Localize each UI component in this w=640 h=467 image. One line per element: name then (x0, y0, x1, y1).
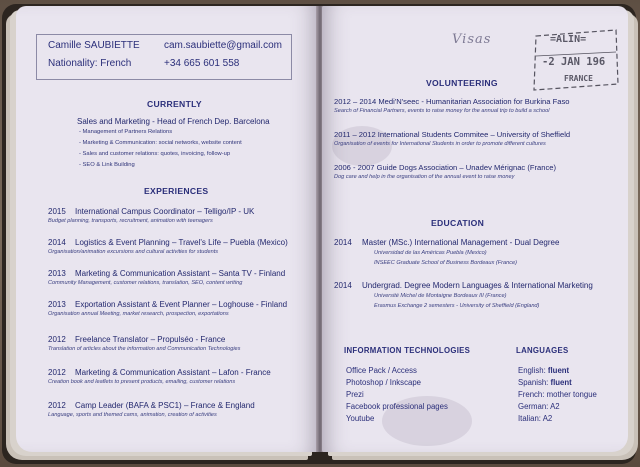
education-degree: Master (MSc.) International Management - Dual Degree (362, 238, 560, 247)
experience-desc: Language, sports and themed cams, animation, creation of activities (48, 412, 217, 418)
current-bullet: - Management of Partners Relations (79, 129, 173, 135)
experience-year: 2012 (48, 335, 66, 344)
left-page (16, 6, 318, 452)
experience-desc: Budget planning, transports, recruitment, animation with teenagers (48, 218, 213, 224)
experience-year: 2013 (48, 300, 66, 309)
it-skill: Office Pack / Access (346, 366, 417, 375)
experience-year: 2014 (48, 238, 66, 247)
experience-desc: Translation of articles about the information and Communication Technologies (48, 346, 241, 352)
language-item: Spanish: fluent (518, 378, 572, 387)
education-year: 2014 (334, 281, 352, 290)
experience-year: 2015 (48, 207, 66, 216)
current-bullet: - Sales and customer relations: quotes, invoicing, follow-up (79, 151, 231, 157)
education-heading: EDUCATION (431, 218, 485, 228)
current-bullet: - Marketing & Communication: social networks, website content (79, 140, 242, 146)
currently-heading: CURRENTLY (147, 99, 202, 109)
experience-role: Logistics & Event Planning – Travel's Life – Puebla (Mexico) (75, 238, 288, 247)
volunteering-desc: Dog care and help in the organisation of the annual event to raise money (334, 174, 515, 180)
experience-desc: Organisation/animation excursions and cultural activities for students (48, 249, 219, 255)
right-page (322, 6, 628, 452)
stamp-country: FRANCE (564, 74, 593, 83)
education-year: 2014 (334, 238, 352, 247)
candidate-name: Camille SAUBIETTE (48, 40, 140, 51)
it-skill: Facebook professional pages (346, 402, 448, 411)
education-school: Universidad de las Américas Puebla (Mexico) (374, 250, 487, 256)
it-skill: Photoshop / Inkscape (346, 378, 421, 387)
email: cam.saubiette@gmail.com (164, 40, 282, 51)
stamp-top-text: =ALIN= (550, 34, 587, 45)
education-school: INSEEC Graduate School of Business Bordeaux (France) (374, 260, 518, 266)
experience-role: Exportation Assistant & Event Planner – Loghouse - Finland (75, 300, 288, 309)
nationality: Nationality: French (48, 58, 132, 69)
visas-title: Visas (452, 32, 492, 47)
experience-role: Camp Leader (BAFA & PSC1) – France & England (75, 401, 255, 410)
education-school: Erasmus Exchange 2 semesters - University of Sheffield (England) (374, 303, 540, 309)
phone: +34 665 601 558 (164, 58, 240, 69)
experience-year: 2012 (48, 368, 66, 377)
language-item: German: A2 (518, 402, 560, 411)
volunteering-title: 2011 – 2012 International Students Commitee – University of Sheffield (334, 130, 571, 139)
current-position: Sales and Marketing - Head of French Dep. Barcelona (77, 117, 270, 126)
experience-desc: Organisation annual Meeting, market research, prospection, exportations (48, 311, 229, 317)
experience-role: Marketing & Communication Assistant – Lafon - France (75, 368, 271, 377)
language-item: French: mother tongue (518, 390, 597, 399)
it-skill: Youtube (346, 414, 375, 423)
experience-year: 2012 (48, 401, 66, 410)
current-bullet: - SEO & Link Building (79, 162, 135, 168)
volunteering-desc: Organisation of events for International Students in order to promote different cultures (334, 141, 546, 147)
experience-desc: Community Management, customer relations, translation, SEO, content writing (48, 280, 243, 286)
volunteering-title: 2006 - 2007 Guide Dogs Association – Unadev Mérignac (France) (334, 163, 557, 172)
languages-heading: LANGUAGES (516, 346, 569, 355)
experiences-heading: EXPERIENCES (144, 186, 209, 196)
volunteering-title: 2012 – 2014 Medi'N'seec - Humanitarian Association for Burkina Faso (334, 97, 570, 106)
language-item: Italian: A2 (518, 414, 553, 423)
it-skill: Prezi (346, 390, 364, 399)
stamp-date: -2 JAN 196 (542, 56, 606, 68)
experience-role: Freelance Translator – Propulséo - France (75, 335, 226, 344)
experience-role: Marketing & Communication Assistant – Santa TV - Finland (75, 269, 286, 278)
experience-desc: Creation book and leaflets to present products, emailing, customer relations (48, 379, 236, 385)
passport-stamp (528, 26, 622, 98)
education-school: Université Michel de Montaigne Bordeaux III (France) (374, 293, 507, 299)
language-item: English: fluent (518, 366, 570, 375)
it-heading: INFORMATION TECHNOLOGIES (344, 346, 471, 355)
volunteering-heading: VOLUNTEERING (426, 78, 498, 88)
education-degree: Undergrad. Degree Modern Languages & International Marketing (362, 281, 593, 290)
experience-role: International Campus Coordinator – Telligo/IP - UK (75, 207, 255, 216)
experience-year: 2013 (48, 269, 66, 278)
volunteering-desc: Search of Financial Partners, events to raise money for the annual trip to build a school (334, 108, 550, 114)
